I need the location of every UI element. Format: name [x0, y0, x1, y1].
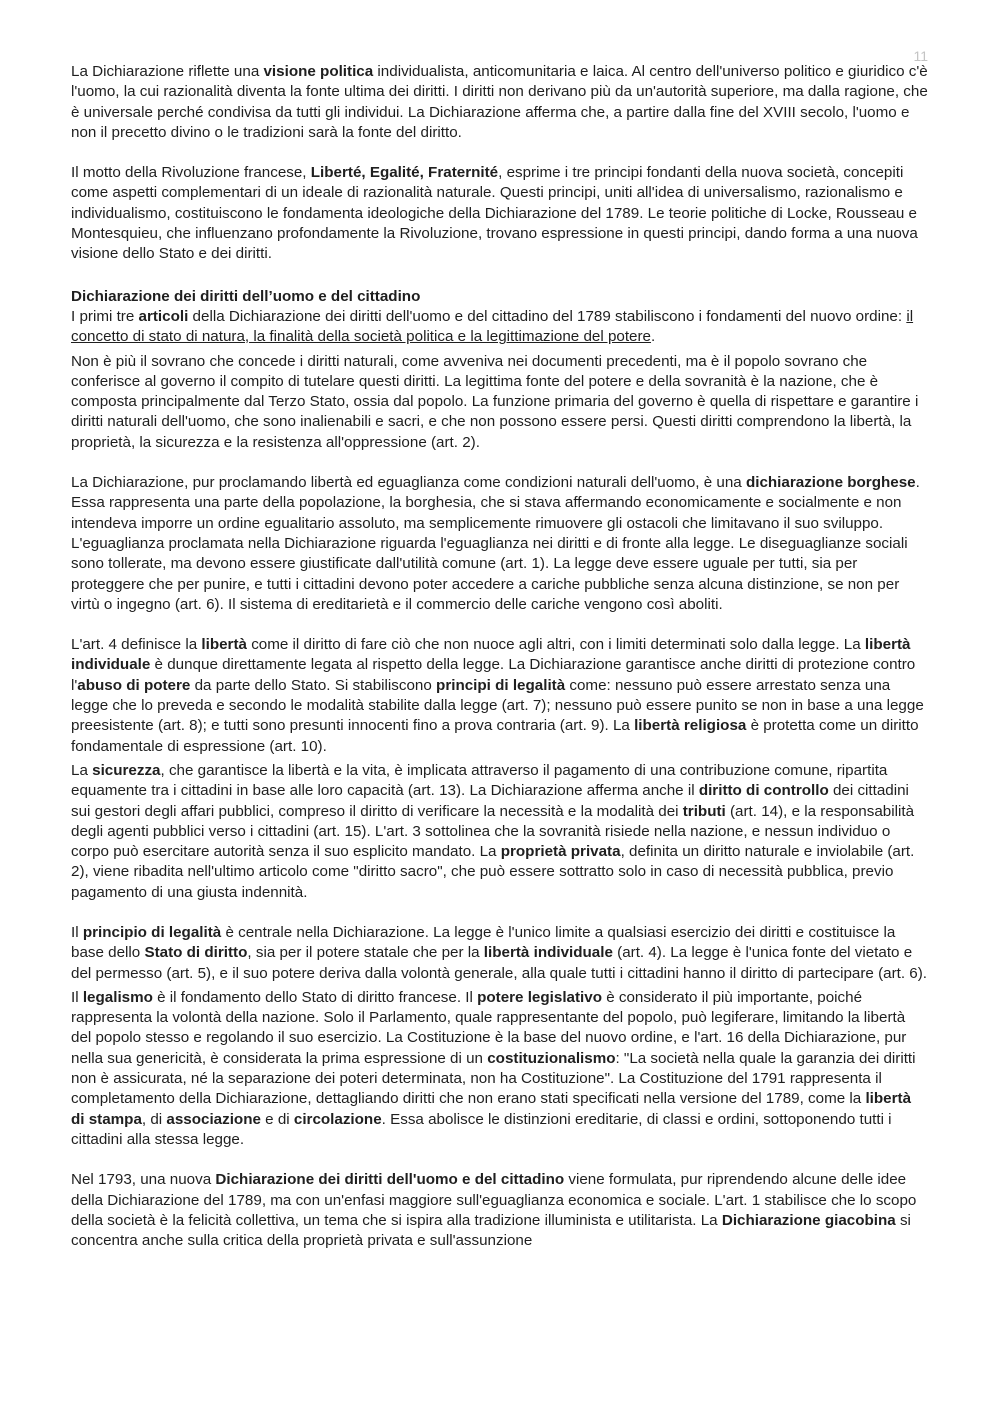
text-run: è protetta come un diritto fondamentale di espressione (art. 10).: [71, 717, 919, 755]
bold-term: visione politica: [263, 63, 374, 80]
text-run: (art. 14), e la responsabilità degli agenti pubblici verso i cittadini (art. 15). L'art. 3 sottolinea che la sovranità risiede nella nazione, e nessun individuo o corpo può esercitare autorità senza il suo esplicito mandato. La: [71, 802, 915, 861]
paragraph: [71, 635, 928, 757]
section-heading: Dichiarazione dei diritti dell’uomo e del cittadino: [71, 287, 421, 305]
text-run: Non è più il sovrano che concede i diritti naturali, come avveniva nei documenti precedenti, ma è il popolo sovrano che conferisce al governo il compito di tutelare questi diritti. La legittima fonte del potere e della sovranità è la nazione, che è composta principalmente dal Terzo Stato, ossia dal popolo. La funzione primaria del governo è quella di rispettare e garantire i diritti naturali dell'uomo, che sono inalienabili e sacri, e che non possono essere persi. Questi diritti comprendono la libertà, la proprietà, la sicurezza e la resistenza all'oppressione (art. 2).: [71, 352, 919, 451]
text-run: e di: [260, 1110, 294, 1128]
text-run: : "La società nella quale la garanzia dei diritti non è assicurata, né la separazione dei poteri determinata, non ha Costituzione". La Costituzione del 1791 rappresenta il completamento della Dichiarazione, dettagliando diritti che non erano stati specificati nella versione del 1789, come la: [71, 1049, 916, 1108]
text-run: Nel 1793, una nuova: [71, 1171, 216, 1189]
text-run: , sia per il potere statale che per la: [247, 944, 484, 962]
text-run: (art. 4). La legge è l'unica fonte del vietato e del permesso (art. 5), e il suo potere deriva dalla volontà generale, alla quale tutti i cittadini hanno il diritto di partecipare (art. 6).: [71, 944, 928, 982]
paragraph: [71, 761, 928, 903]
bold-term: diritto di controllo: [698, 782, 829, 800]
text-run: , esprime i tre principi fondanti della nuova società, concepiti come aspetti complementari di un ideale di razionalità naturale. Questi principi, uniti all'idea di universalismo, razionalismo e individualismo, costituiscono le fondamenta ideologiche della Dichiarazione del 1789. Le teorie politiche di Locke, Rousseau e Montesquieu, che influenzano profondamente la Rivoluzione, trovano espressione in questi principi, dando forma a una nuova visione dello Stato e dei diritti.: [71, 164, 918, 263]
text-run: Il motto della Rivoluzione francese,: [71, 164, 311, 182]
bold-term: Liberté, Egalité, Fraternité: [310, 164, 499, 182]
bold-term: Dichiarazione giacobina: [721, 1211, 896, 1229]
text-run: come il diritto di fare ciò che non nuoce agli altri, con i limiti determinati solo dalla legge. La: [246, 636, 865, 654]
paragraph: [71, 473, 928, 615]
bold-term: articoli: [138, 307, 189, 325]
bold-term: Dichiarazione dei diritti dell'uomo e del cittadino: [215, 1171, 565, 1189]
bold-term: dichiarazione borghese: [745, 474, 916, 492]
text-run: L'art. 4 definisce la: [71, 636, 202, 654]
bold-term: libertà individuale: [483, 944, 613, 962]
underlined-text: il concetto di stato di natura, la finalità della società politica e la legittimazione del potere: [71, 307, 914, 346]
text-run: La: [71, 761, 93, 779]
text-run: è il fondamento dello Stato di diritto francese. Il: [152, 988, 478, 1006]
text-run: Il: [71, 923, 83, 941]
text-run: La Dichiarazione riflette una: [71, 63, 264, 80]
text-run: da parte dello Stato. Si stabiliscono: [190, 676, 437, 694]
text-run: La Dichiarazione, pur proclamando libertà ed eguaglianza come condizioni naturali dell'uomo, è una: [71, 474, 746, 492]
paragraph: [71, 923, 928, 984]
page-number: 11: [913, 48, 928, 64]
text-run: I primi tre: [71, 307, 139, 325]
bold-term: legalismo: [82, 988, 153, 1006]
bold-term: libertà religiosa: [634, 717, 747, 735]
paragraph: [71, 62, 928, 143]
bold-term: principio di legalità: [82, 923, 222, 941]
text-run: dei cittadini sui gestori degli affari pubblici, compreso il diritto di verificare la necessità e la modalità dei: [71, 782, 909, 820]
text-run: individualista, anticomunitaria e laica. Al centro dell'universo politico e giuridico c'è l'uomo, la cui razionalità diventa la fonte ultima dei diritti. I diritti non derivano più da un'autorità superiore, ma dalla ragione, che è universale perché condivisa da tutti gli individui. La Dichiarazione afferma che, a partire dalla fine del XVIII secolo, l'uomo e non il precetto divino o le tradizioni sarà la fonte del diritto.: [71, 63, 928, 141]
text-run: è considerato il più importante, poiché rappresenta la volontà della nazione. Solo il Parlamento, quale rappresentante del popolo, può legiferare, limitando la libertà del popolo stesso e regolando il suo esercizio. La Costituzione è la base del nuovo ordine, e l'art. 16 della Dichiarazione, pur nella sua genericità, è considerata la prima espressione di un: [71, 988, 907, 1067]
bold-term: sicurezza: [92, 761, 161, 779]
paragraph: [71, 1170, 928, 1251]
bold-term: costituzionalismo: [487, 1049, 616, 1067]
text-run: è dunque direttamente legata al rispetto della legge. La Dichiarazione garantisce anche diritti di protezione contro l': [71, 656, 916, 694]
text-run: viene formulata, pur riprendendo alcune delle idee della Dichiarazione del 1789, ma con un'enfasi maggiore sull'eguaglianza economica e sociale. L'art. 1 stabilisce che lo scopo della società è la felicità collettiva, un tema che si ispira alla tradizione illuminista e utilitarista. La: [71, 1171, 917, 1229]
bold-term: associazione: [166, 1110, 261, 1128]
text-run: , di: [141, 1110, 167, 1128]
text-run: è centrale nella Dichiarazione. La legge è l'unico limite a qualsiasi esercizio dei diritti e costituisce la base dello: [71, 923, 896, 962]
bold-term: circolazione: [293, 1110, 382, 1128]
paragraph: [71, 352, 928, 453]
text-run: .: [651, 328, 656, 346]
text-run: della Dichiarazione dei diritti dell'uomo e del cittadino del 1789 stabiliscono i fondamenti del nuovo ordine:: [188, 307, 907, 325]
text-run: , che garantisce la libertà e la vita, è implicata attraverso il pagamento di una contribuzione comune, ripartita equamente tra i cittadini in base alle loro capacità (art. 13). La Dichiarazione afferma anche il: [71, 761, 888, 800]
bold-term: principi di legalità: [436, 676, 566, 694]
text-run: . Essa rappresenta una parte della popolazione, la borghesia, che si stava affermando economicamente e socialmente e non intendeva imporre un ordine egualitario assoluto, ma semplicemente rimuovere gli ostacoli che limitavano il suo sviluppo. L'eguaglianza proclamata nella Dichiarazione riguarda l'eguaglianza nei diritti e di fronte alla legge. Le diseguaglianze sociali sono tollerate, ma devono essere giustificate dall'utilità comune (art. 1). La legge deve essere uguale per tutti, sia per proteggere che per punire, e tutti i cittadini devono poter accedere a cariche pubbliche senza alcuna distinzione, se non per virtù o ingegno (art. 6). Il sistema di ereditarietà e il commercio delle cariche vengono così aboliti.: [71, 474, 920, 613]
paragraph: [71, 163, 928, 264]
bold-term: tributi: [682, 802, 726, 820]
text-run: . Essa abolisce le distinzioni ereditarie, di classi e ordini, sottoponendo tutti i cittadini alla stessa legge.: [71, 1110, 892, 1148]
bold-term: libertà di stampa: [71, 1090, 912, 1128]
bold-term: abuso di potere: [77, 676, 191, 694]
text-run: , definita un diritto naturale e inviolabile (art. 2), viene ribadita nell'ultimo articolo come "diritto sacro", che può essere sottratto solo in caso di necessità pubblica, previo pagamento di una giusta indennità.: [71, 843, 915, 901]
text-run: come: nessuno può essere arrestato senza una legge che lo preveda e secondo le modalità stabilite dalla legge (art. 7); nessuno può essere punito se non in base a una legge preesistente (art. 8); e tutti sono presunti innocenti fino a prova contraria (art. 9). La: [71, 676, 924, 735]
text-run: Il: [71, 988, 83, 1006]
bold-term: proprietà privata: [500, 843, 621, 861]
paragraph: [71, 988, 928, 1150]
text-run: si concentra anche sulla critica della proprietà privata e sull'assunzione: [71, 1211, 911, 1250]
paragraph: [71, 307, 928, 348]
bold-term: libertà individuale: [71, 636, 911, 674]
bold-term: libertà: [201, 636, 247, 654]
bold-term: potere legislativo: [477, 988, 602, 1006]
bold-term: Stato di diritto: [144, 944, 248, 962]
